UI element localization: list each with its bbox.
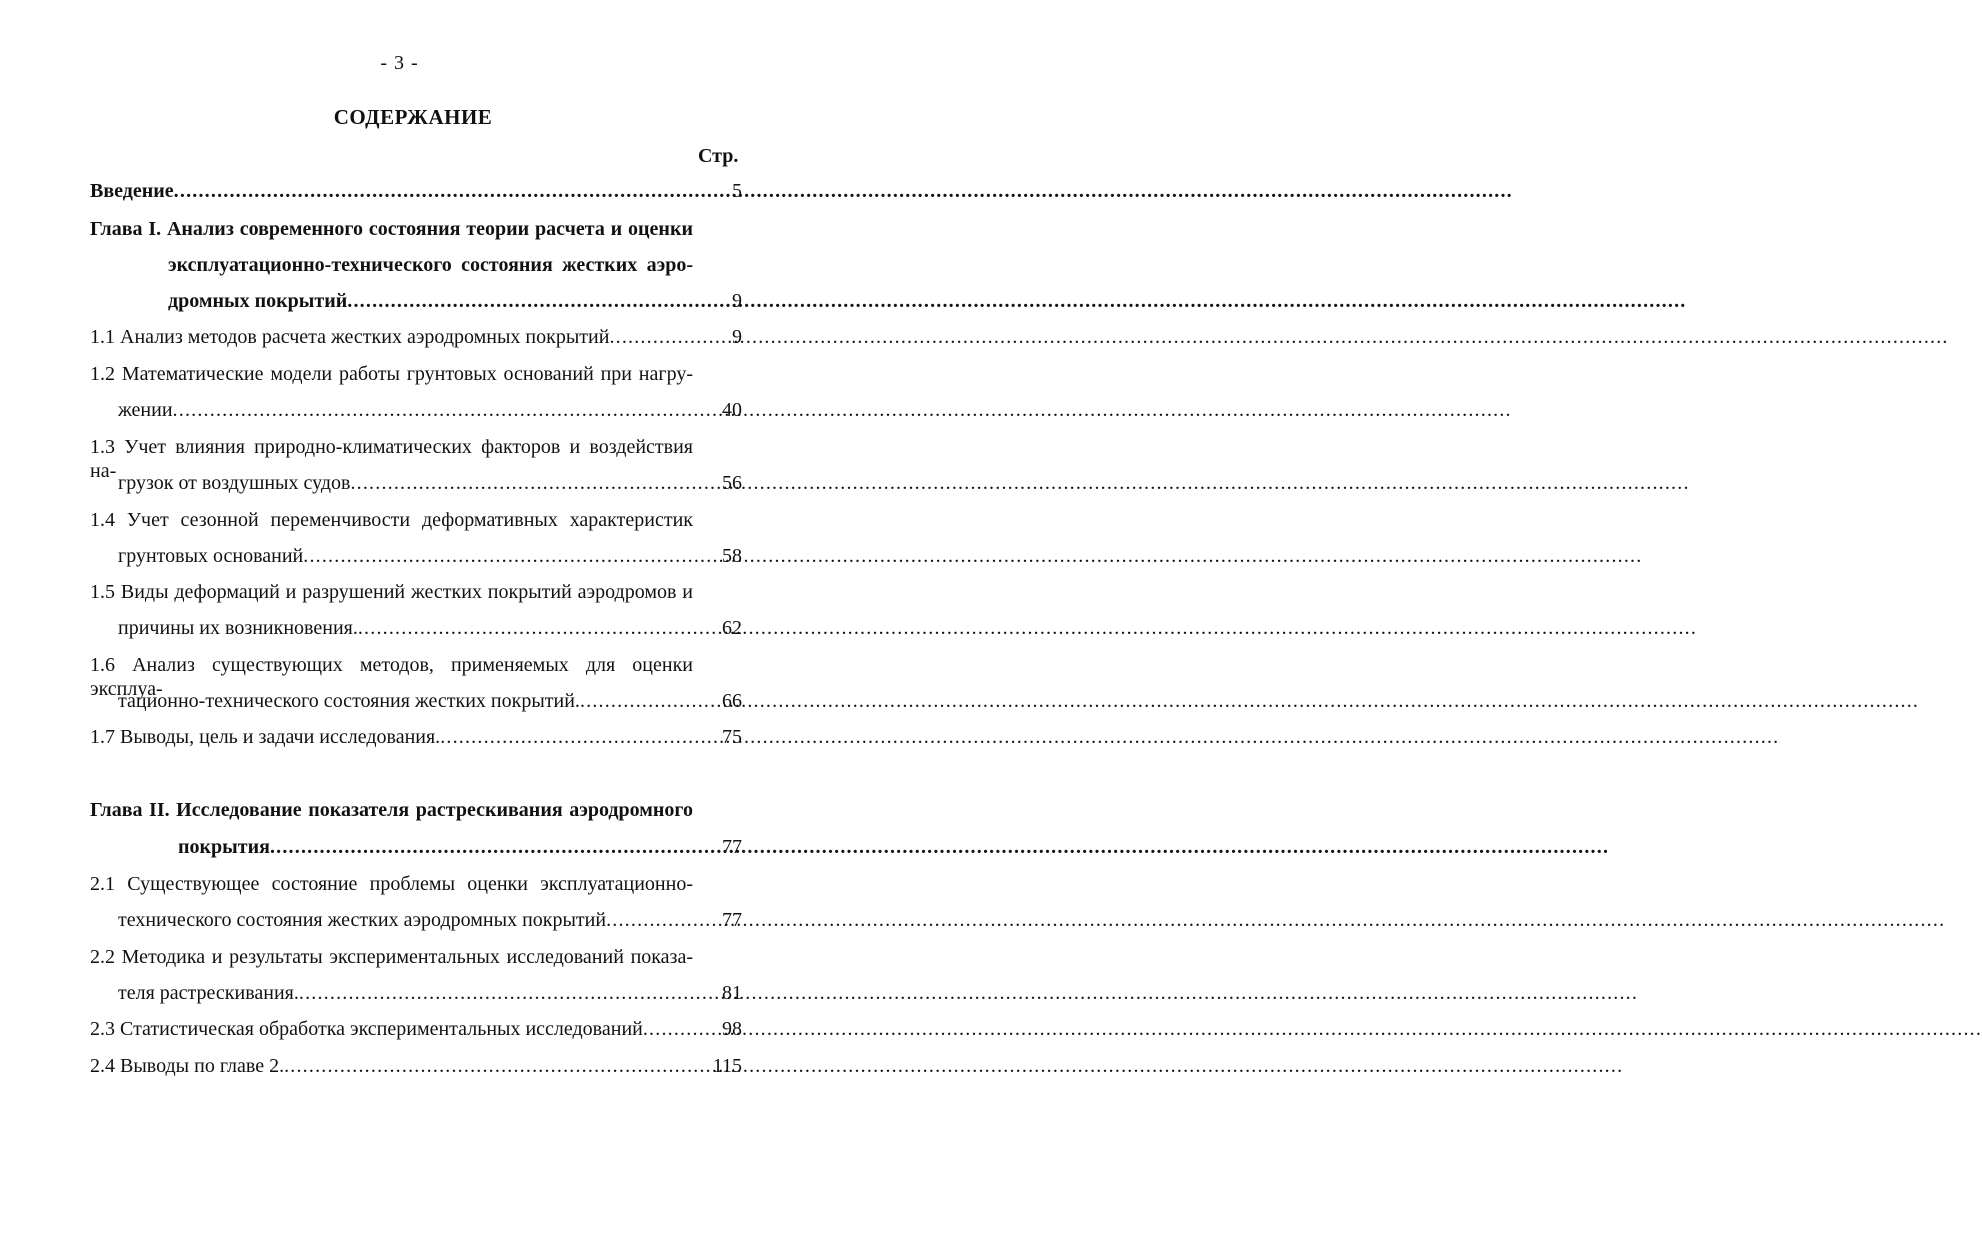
toc-entry-chapter-2: Глава II. Исследование показателя растрескивания аэродромного	[90, 799, 693, 821]
toc-entry-chapter-1-end	[168, 289, 690, 313]
toc-entry-2-2-end	[118, 981, 690, 1005]
toc-entry-1-3: 1.3 Учет влияния природно-климатических факторов и воздействия на-	[90, 436, 693, 482]
document-page	[0, 0, 799, 1249]
toc-leader	[580, 689, 1919, 713]
toc-entry-text: тационно-технического состояния жестких покрытий.	[118, 690, 580, 712]
toc-entry-2-1: 2.1 Существующее состояние проблемы оценки эксплуатационно-	[90, 873, 693, 895]
toc-leader	[347, 289, 1686, 313]
toc-page-ref: 81	[722, 982, 742, 1004]
toc-page-ref: 9	[732, 326, 742, 348]
toc-leader	[270, 835, 1609, 859]
toc-leader	[303, 544, 1642, 568]
toc-entry-chapter-1-cont: эксплуатационно-технического состояния жестких аэро-	[168, 254, 693, 276]
toc-entry-2-4	[90, 1054, 690, 1078]
toc-leader	[358, 616, 1697, 640]
toc-entry-text: 2.4 Выводы по главе 2.	[90, 1055, 285, 1077]
toc-leader	[350, 471, 1689, 495]
toc-page-ref: 77	[722, 836, 742, 858]
toc-entry-1-6-end	[118, 689, 690, 713]
toc-entry-text: грунтовых оснований	[118, 545, 304, 567]
page-number: - 3 -	[380, 52, 419, 74]
page-column-header: Стр.	[698, 145, 739, 167]
toc-entry-1-5-end	[118, 616, 690, 640]
toc-leader	[299, 981, 1638, 1005]
toc-page-ref: 58	[722, 545, 742, 567]
toc-entry-text: причины их возникновения.	[118, 617, 358, 639]
toc-entry-chapter-1: Глава I. Анализ современного состояния теории расчета и оценки	[90, 218, 693, 240]
toc-entry-1-2-end	[118, 398, 690, 422]
toc-title: СОДЕРЖАНИЕ	[333, 105, 493, 129]
toc-entry-text: технического состояния жестких аэродромных покрытий	[118, 909, 607, 931]
toc-entry-text: грузок от воздушных судов	[118, 472, 351, 494]
toc-leader	[609, 325, 1948, 349]
toc-entry-2-3	[90, 1017, 690, 1041]
toc-page-ref: 5	[732, 180, 742, 202]
toc-page-ref: 40	[722, 399, 742, 421]
toc-leader	[174, 179, 1513, 203]
toc-entry-text: покрытия	[178, 836, 270, 858]
toc-leader	[440, 725, 1779, 749]
toc-entry-text: теля растрескивания.	[118, 982, 299, 1004]
toc-leader	[643, 1017, 1982, 1041]
toc-page-ref: 98	[722, 1018, 742, 1040]
toc-page-ref: 115	[712, 1055, 742, 1077]
toc-entry-1-4: 1.4 Учет сезонной переменчивости деформативных характеристик	[90, 509, 693, 531]
toc-entry-text: жении	[118, 399, 173, 421]
toc-leader	[284, 1054, 1623, 1078]
toc-entry-1-2: 1.2 Математические модели работы грунтовых оснований при нагру-	[90, 363, 693, 385]
toc-entry-2-1-end	[118, 908, 690, 932]
toc-page-ref: 9	[732, 290, 742, 312]
toc-page-ref: 75	[722, 726, 742, 748]
toc-entry-1-6: 1.6 Анализ существующих методов, применяемых для оценки эксплуа-	[90, 654, 693, 700]
toc-page-ref: 77	[722, 909, 742, 931]
toc-page-ref: 62	[722, 617, 742, 639]
toc-entry-text: дромных покрытий	[168, 290, 348, 312]
toc-entry-1-4-end	[118, 544, 690, 568]
toc-leader	[606, 908, 1945, 932]
toc-entry-1-5: 1.5 Виды деформаций и разрушений жестких покрытий аэродромов и	[90, 581, 693, 603]
toc-entry-text: 1.1 Анализ методов расчета жестких аэродромных покрытий	[90, 326, 610, 348]
toc-entry-text: 2.3 Статистическая обработка экспериментальных исследований	[90, 1018, 643, 1040]
toc-page-ref: 66	[722, 690, 742, 712]
toc-entry-text: 1.7 Выводы, цель и задачи исследования.	[90, 726, 441, 748]
toc-entry-chapter-2-end	[178, 835, 690, 859]
toc-leader	[173, 398, 1512, 422]
toc-page-ref: 56	[722, 472, 742, 494]
toc-entry-text: Введение	[90, 180, 174, 202]
toc-entry-2-2: 2.2 Методика и результаты экспериментальных исследований показа-	[90, 946, 693, 968]
toc-entry-1-1	[90, 325, 690, 349]
toc-entry-1-3-end	[118, 471, 690, 495]
toc-entry-1-7	[90, 725, 690, 749]
toc-entry-introduction	[90, 179, 690, 203]
